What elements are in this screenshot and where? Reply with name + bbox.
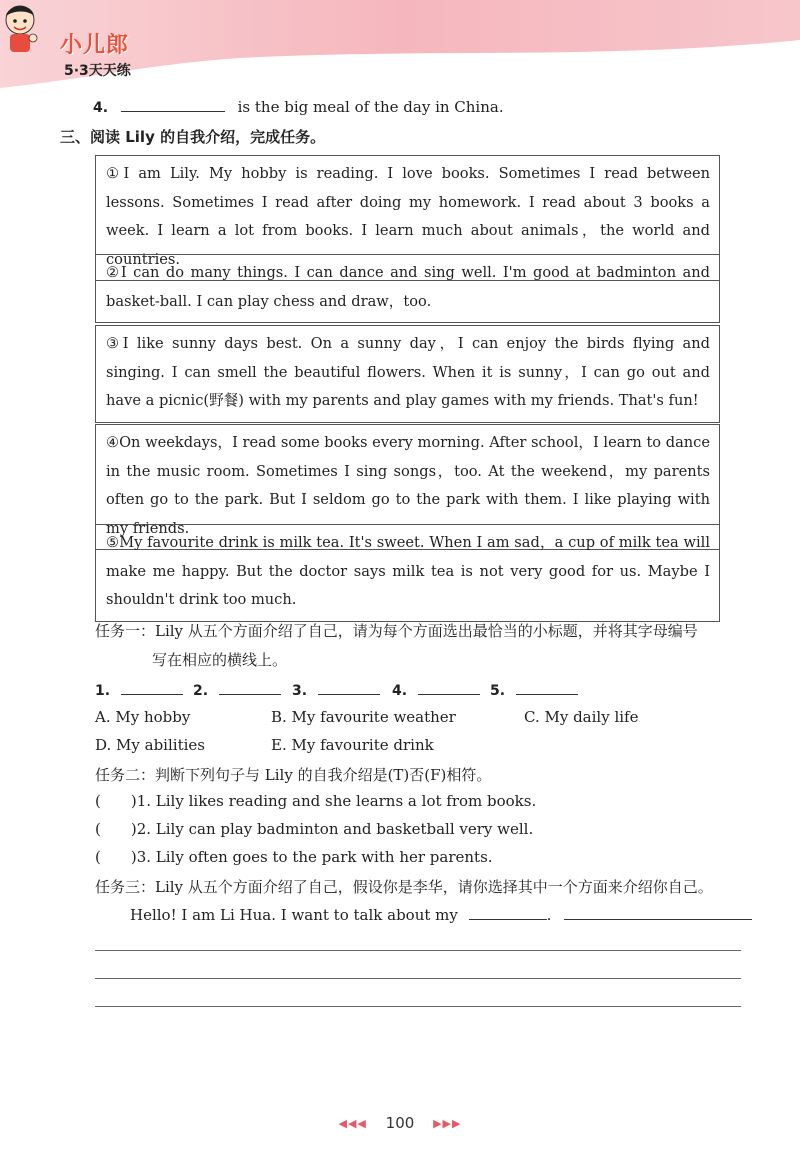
answer-bracket-close[interactable]: ): [130, 820, 137, 838]
answer-bracket-open[interactable]: (: [95, 792, 101, 810]
page-footer: [0, 1114, 800, 1132]
writing-line-start[interactable]: [564, 905, 752, 920]
paragraph-box-1: ①I am Lily. My hobby is reading. I love books. Sometimes I read between lessons. Sometimes I read after doing my homework. I read about 3 books a week. I learn a lot from books. I learn much about animals，the world and countries.: [95, 155, 720, 281]
task2-item-1: [95, 792, 536, 810]
left-arrows-icon: ◀◀◀: [338, 1117, 367, 1130]
task1-blank-5[interactable]: [490, 680, 578, 699]
writing-line[interactable]: [95, 950, 741, 951]
task2-instruction: 任务二：判断下列句子与 Lily 的自我介绍是(T)否(F)相符。: [95, 766, 492, 784]
answer-blank[interactable]: [219, 680, 281, 695]
page-number: 100: [385, 1114, 415, 1132]
statement-text: 1. Lily likes reading and she learns a lot from books.: [136, 792, 537, 810]
blank-number: 4.: [392, 683, 408, 699]
option-b: B. My favourite weather: [271, 708, 456, 726]
topic-blank[interactable]: [469, 905, 547, 920]
paragraph-box-2: ②I can do many things. I can dance and sing well. I'm good at badminton and basket-ball. I can play chess and draw，too.: [95, 254, 720, 323]
section-title: 三、阅读 Lily 的自我介绍，完成任务。: [60, 128, 326, 146]
task3-instruction: 任务三：Lily 从五个方面介绍了自己，假设你是李华，请你选择其中一个方面来介绍你自己。: [95, 878, 713, 896]
answer-bracket-open[interactable]: (: [95, 820, 101, 838]
task2-item-2: [95, 820, 533, 838]
period: .: [546, 906, 552, 924]
writing-line[interactable]: [95, 1006, 741, 1007]
option-e: E. My favourite drink: [271, 736, 434, 754]
right-arrows-icon: ▶▶▶: [433, 1117, 462, 1130]
answer-blank[interactable]: [121, 97, 225, 112]
task1-instruction-line1: 任务一：Lily 从五个方面介绍了自己，请为每个方面选出最恰当的小标题，并将其字母编号: [95, 622, 698, 640]
blank-number: 5.: [490, 683, 506, 699]
task3-starter-line: [130, 905, 752, 924]
statement-text: 2. Lily can play badminton and basketball very well.: [136, 820, 534, 838]
blank-number: 2.: [193, 683, 209, 699]
task1-blank-2[interactable]: [193, 680, 281, 699]
statement-text: 3. Lily often goes to the park with her parents.: [136, 848, 493, 866]
answer-blank[interactable]: [121, 680, 183, 695]
task1-blank-1[interactable]: [95, 680, 183, 699]
blank-number: 3.: [292, 683, 308, 699]
answer-bracket-close[interactable]: ): [130, 792, 137, 810]
answer-blank[interactable]: [516, 680, 578, 695]
blank-number: 1.: [95, 683, 111, 699]
brand-logo: 小儿郎: [60, 33, 130, 58]
answer-blank[interactable]: [318, 680, 380, 695]
paragraph-box-5: ⑤My favourite drink is milk tea. It's sweet. When I am sad，a cup of milk tea will make me happy. But the doctor says milk tea is not very good for us. Maybe I shouldn't drink too much.: [95, 524, 720, 622]
task1-blank-4[interactable]: [392, 680, 480, 699]
question-number: 4.: [93, 100, 109, 116]
starter-text: Hello! I am Li Hua. I want to talk about my: [130, 906, 458, 924]
option-d: D. My abilities: [95, 736, 205, 754]
task1-instruction-line2: 写在相应的横线上。: [152, 651, 288, 669]
option-a: A. My hobby: [95, 708, 191, 726]
writing-line[interactable]: [95, 978, 741, 979]
paragraph-box-4: ④On weekdays，I read some books every morning. After school，I learn to dance in the music room. Sometimes I sing songs，too. At the weekend，my parents often go to the park. But I seldom go to the park with them. I like playing with my friends.: [95, 424, 720, 550]
paragraph-box-3: ③I like sunny days best. On a sunny day，I can enjoy the birds flying and singing. I can smell the beautiful flowers. When it is sunny，I can go out and have a picnic(野餐) with my parents and play games with my friends. That's fun!: [95, 325, 720, 423]
answer-blank[interactable]: [418, 680, 480, 695]
question-4: [93, 97, 504, 116]
mascot-boy-icon: [0, 0, 40, 54]
option-c: C. My daily life: [524, 708, 639, 726]
task1-blank-3[interactable]: [292, 680, 380, 699]
question-text: is the big meal of the day in China.: [237, 98, 504, 116]
task2-item-3: [95, 848, 493, 866]
page-header: [0, 0, 800, 95]
answer-bracket-open[interactable]: (: [95, 848, 101, 866]
answer-bracket-close[interactable]: ): [130, 848, 137, 866]
series-label: 5·3天天练: [64, 63, 131, 79]
